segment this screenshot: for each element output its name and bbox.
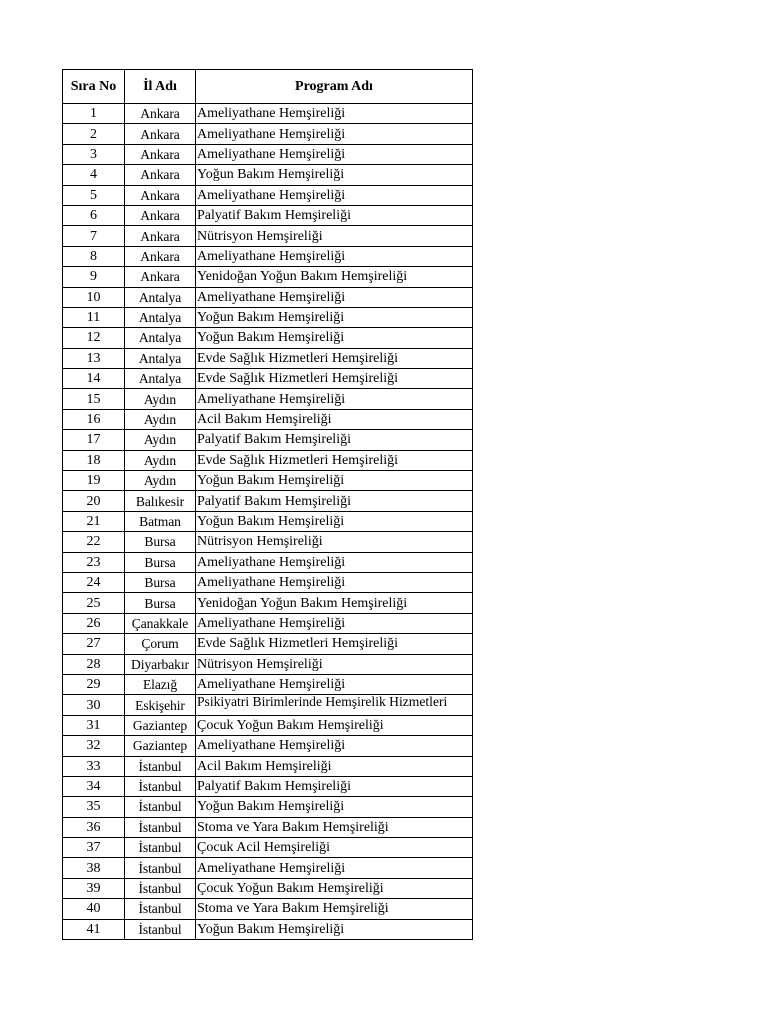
header-sira-no: Sıra No [63,70,125,104]
table-row [63,328,473,348]
header-program-adi: Program Adı [196,70,473,104]
row-il: Çorum [125,634,196,654]
row-il: İstanbul [125,899,196,919]
row-program: Çocuk Yoğun Bakım Hemşireliği [196,878,473,898]
row-il: Antalya [125,369,196,389]
table-row [63,389,473,409]
row-number: 32 [63,736,125,756]
header-il-adi: İl Adı [125,70,196,104]
table-row [63,226,473,246]
row-number: 18 [63,450,125,470]
row-il: Batman [125,511,196,531]
table-row [63,185,473,205]
row-number: 4 [63,165,125,185]
row-program: Ameliyathane Hemşireliği [196,185,473,205]
row-number: 33 [63,756,125,776]
row-program: Ameliyathane Hemşireliği [196,104,473,124]
table-row [63,124,473,144]
row-number: 1 [63,104,125,124]
row-program: Yoğun Bakım Hemşireliği [196,797,473,817]
row-il: Aydın [125,450,196,470]
row-program: Yoğun Bakım Hemşireliği [196,307,473,327]
row-number: 6 [63,205,125,225]
row-number: 21 [63,511,125,531]
row-program: Yoğun Bakım Hemşireliği [196,511,473,531]
row-il: İstanbul [125,838,196,858]
row-number: 3 [63,144,125,164]
table-row [63,348,473,368]
table-row [63,634,473,654]
row-il: Antalya [125,307,196,327]
row-program: Yoğun Bakım Hemşireliği [196,328,473,348]
table-row [63,491,473,511]
row-number: 17 [63,430,125,450]
row-program: Nütrisyon Hemşireliği [196,532,473,552]
table-row [63,267,473,287]
row-program: Stoma ve Yara Bakım Hemşireliği [196,899,473,919]
table-row [63,205,473,225]
row-number: 19 [63,471,125,491]
table-row [63,715,473,735]
table-row [63,471,473,491]
table-row [63,878,473,898]
table-row [63,246,473,266]
row-program: Ameliyathane Hemşireliği [196,124,473,144]
row-il: Diyarbakır [125,654,196,674]
row-number: 26 [63,613,125,633]
row-il: Ankara [125,165,196,185]
row-number: 25 [63,593,125,613]
row-program: Ameliyathane Hemşireliği [196,674,473,694]
table-row [63,654,473,674]
table-row [63,695,473,715]
row-number: 15 [63,389,125,409]
row-number: 16 [63,409,125,429]
table-row [63,674,473,694]
table-row [63,919,473,939]
row-il: Eskişehir [125,695,196,715]
row-program: Ameliyathane Hemşireliği [196,552,473,572]
row-number: 8 [63,246,125,266]
row-program: Palyatif Bakım Hemşireliği [196,491,473,511]
row-number: 39 [63,878,125,898]
table-row [63,369,473,389]
table-row [63,532,473,552]
row-program: Yoğun Bakım Hemşireliği [196,165,473,185]
row-il: İstanbul [125,817,196,837]
row-il: Ankara [125,104,196,124]
table-row [63,144,473,164]
row-program: Ameliyathane Hemşireliği [196,246,473,266]
row-number: 10 [63,287,125,307]
row-il: İstanbul [125,919,196,939]
row-il: Balıkesir [125,491,196,511]
row-number: 36 [63,817,125,837]
row-il: İstanbul [125,776,196,796]
row-program: Nütrisyon Hemşireliği [196,654,473,674]
table-header-row [63,70,473,104]
row-program: Evde Sağlık Hizmetleri Hemşireliği [196,450,473,470]
row-il: İstanbul [125,878,196,898]
table-row [63,756,473,776]
table-row [63,572,473,592]
table-row [63,287,473,307]
row-program: Yenidoğan Yoğun Bakım Hemşireliği [196,267,473,287]
row-program: Evde Sağlık Hizmetleri Hemşireliği [196,634,473,654]
row-program: Nütrisyon Hemşireliği [196,226,473,246]
row-il: Bursa [125,593,196,613]
row-number: 37 [63,838,125,858]
program-table [62,69,473,940]
row-number: 23 [63,552,125,572]
row-il: İstanbul [125,858,196,878]
row-il: Antalya [125,328,196,348]
row-program: Yoğun Bakım Hemşireliği [196,919,473,939]
row-program: Ameliyathane Hemşireliği [196,613,473,633]
row-il: Ankara [125,124,196,144]
row-number: 13 [63,348,125,368]
row-program: Evde Sağlık Hizmetleri Hemşireliği [196,369,473,389]
table-row [63,409,473,429]
row-program: Ameliyathane Hemşireliği [196,736,473,756]
row-il: Bursa [125,532,196,552]
row-program: Palyatif Bakım Hemşireliği [196,776,473,796]
table-body [63,104,473,940]
row-program: Evde Sağlık Hizmetleri Hemşireliği [196,348,473,368]
row-number: 38 [63,858,125,878]
row-program: Palyatif Bakım Hemşireliği [196,205,473,225]
row-il: Ankara [125,246,196,266]
table-row [63,776,473,796]
row-program: Ameliyathane Hemşireliği [196,572,473,592]
row-number: 28 [63,654,125,674]
row-program: Çocuk Acil Hemşireliği [196,838,473,858]
row-number: 30 [63,695,125,715]
row-number: 34 [63,776,125,796]
row-il: Ankara [125,226,196,246]
table-row [63,552,473,572]
row-il: Gaziantep [125,736,196,756]
table-row [63,165,473,185]
row-il: İstanbul [125,797,196,817]
row-number: 22 [63,532,125,552]
table-row [63,430,473,450]
table-row [63,899,473,919]
table-row [63,838,473,858]
row-number: 24 [63,572,125,592]
row-number: 40 [63,899,125,919]
row-il: Antalya [125,348,196,368]
row-program: Ameliyathane Hemşireliği [196,858,473,878]
row-il: Aydın [125,471,196,491]
table-row [63,736,473,756]
table-row [63,450,473,470]
row-program: Çocuk Yoğun Bakım Hemşireliği [196,715,473,735]
row-il: Bursa [125,572,196,592]
row-number: 29 [63,674,125,694]
table-row [63,511,473,531]
row-il: Ankara [125,185,196,205]
row-number: 31 [63,715,125,735]
row-program: Palyatif Bakım Hemşireliği [196,430,473,450]
row-program: Yenidoğan Yoğun Bakım Hemşireliği [196,593,473,613]
row-il: Aydın [125,430,196,450]
row-il: Çanakkale [125,613,196,633]
row-il: Ankara [125,144,196,164]
row-number: 11 [63,307,125,327]
table-row [63,104,473,124]
row-il: Gaziantep [125,715,196,735]
table-row [63,858,473,878]
row-program: Acil Bakım Hemşireliği [196,756,473,776]
row-program: Psikiyatri Birimlerinde Hemşirelik Hizmetleri [196,695,473,715]
row-program: Ameliyathane Hemşireliği [196,144,473,164]
row-program: Stoma ve Yara Bakım Hemşireliği [196,817,473,837]
row-number: 27 [63,634,125,654]
row-number: 12 [63,328,125,348]
row-number: 41 [63,919,125,939]
row-il: Bursa [125,552,196,572]
table-row [63,817,473,837]
row-program: Ameliyathane Hemşireliği [196,287,473,307]
row-number: 14 [63,369,125,389]
row-il: Aydın [125,389,196,409]
row-il: Aydın [125,409,196,429]
row-il: İstanbul [125,756,196,776]
row-il: Antalya [125,287,196,307]
row-number: 20 [63,491,125,511]
table-row [63,307,473,327]
row-program: Yoğun Bakım Hemşireliği [196,471,473,491]
row-number: 2 [63,124,125,144]
table-row [63,593,473,613]
row-il: Ankara [125,267,196,287]
table-row [63,797,473,817]
row-number: 9 [63,267,125,287]
row-number: 35 [63,797,125,817]
row-program: Ameliyathane Hemşireliği [196,389,473,409]
row-il: Ankara [125,205,196,225]
row-program: Acil Bakım Hemşireliği [196,409,473,429]
row-il: Elazığ [125,674,196,694]
table-row [63,613,473,633]
row-number: 5 [63,185,125,205]
row-number: 7 [63,226,125,246]
